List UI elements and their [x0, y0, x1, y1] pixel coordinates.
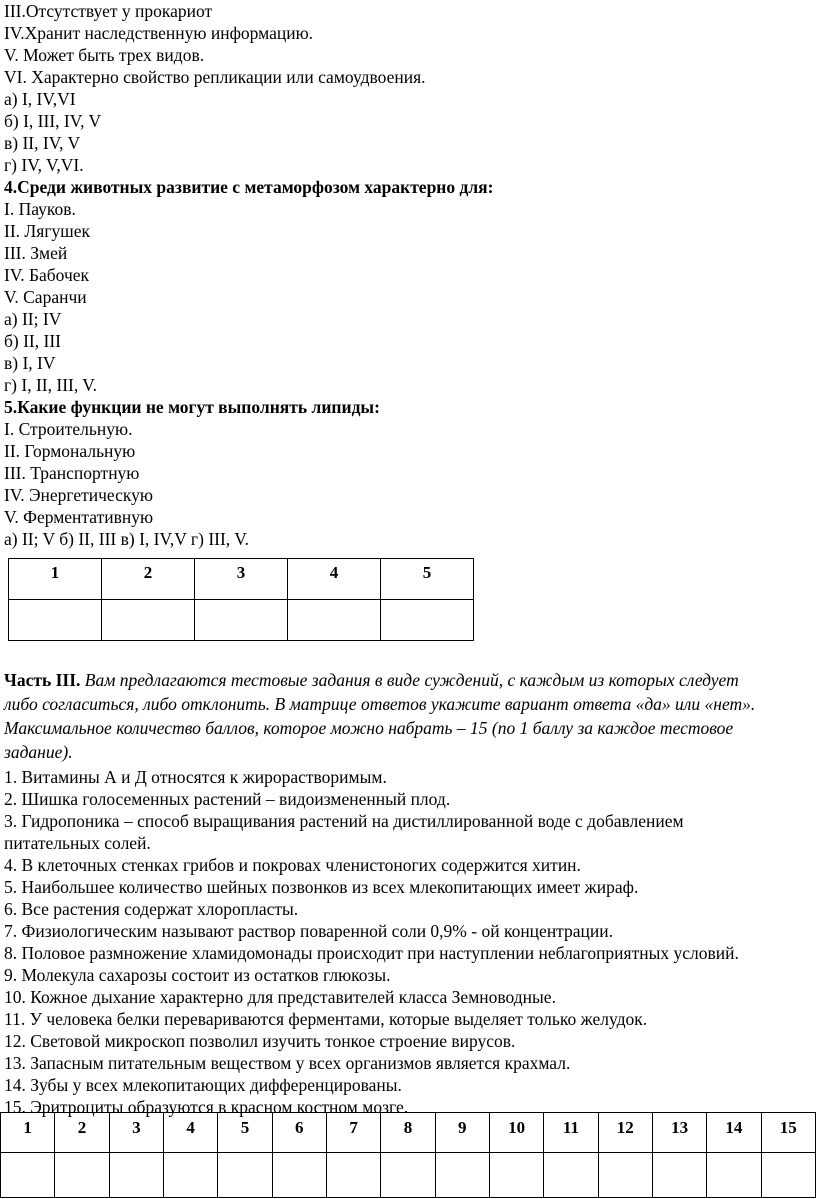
- q3-answer-line: в) II, IV, V: [4, 133, 81, 153]
- answer-cell[interactable]: [381, 1153, 435, 1198]
- q4-answer: в) I, IV: [4, 353, 56, 373]
- part-3-title: Часть III.: [4, 670, 81, 690]
- part-3-instructions: задание).: [4, 742, 73, 762]
- grid-header-cell: 6: [272, 1113, 326, 1153]
- statement: 15. Эритроциты образуются в красном костном мозге.: [4, 1097, 409, 1117]
- grid-header-cell: 13: [652, 1113, 706, 1153]
- answer-cell[interactable]: [218, 1153, 272, 1198]
- q3-option-line: V. Может быть трех видов.: [4, 45, 205, 65]
- q4-answer: а) II; IV: [4, 309, 62, 329]
- q4-option: IV. Бабочек: [4, 265, 90, 285]
- grid-header-cell: 11: [544, 1113, 598, 1153]
- q5-option: V. Ферментативную: [4, 507, 154, 527]
- grid-header-cell: 9: [435, 1113, 489, 1153]
- part-3-instructions: Вам предлагаются тестовые задания в виде суждений, с каждым из которых следует: [80, 670, 739, 690]
- q3-option-line: III.Отсутствует у прокариот: [4, 1, 213, 21]
- q4-option: I. Пауков.: [4, 199, 76, 219]
- part-3-instructions: Максимальное количество баллов, которое можно набрать – 15 (по 1 баллу за каждое тестовое: [4, 718, 734, 738]
- answer-grid-part2: [8, 558, 474, 641]
- q3-answer-line: а) I, IV,VI: [4, 89, 76, 109]
- grid-header-cell: 1: [1, 1113, 55, 1153]
- question-4: [4, 176, 810, 396]
- question-5: [4, 396, 810, 550]
- grid-header-cell: 4: [288, 559, 381, 600]
- part-3-intro-line: [4, 668, 810, 692]
- answer-cell[interactable]: [761, 1153, 815, 1198]
- answer-cell[interactable]: [435, 1153, 489, 1198]
- grid-header-cell: 7: [326, 1113, 380, 1153]
- answer-cell[interactable]: [707, 1153, 761, 1198]
- part-3-instructions: либо согласиться, либо отклонить. В матрице ответов укажите вариант ответа «да» или «нет».: [4, 694, 756, 714]
- statement: 8. Половое размножение хламидомонады происходит при наступлении неблагоприятных условий.: [4, 943, 739, 963]
- grid-header-cell: 5: [218, 1113, 272, 1153]
- statement: 14. Зубы у всех млекопитающих дифференцированы.: [4, 1075, 402, 1095]
- statement: 1. Витамины А и Д относятся к жирорастворимым.: [4, 767, 387, 787]
- answer-cell[interactable]: [55, 1153, 109, 1198]
- answer-cell[interactable]: [381, 600, 474, 641]
- statement: 7. Физиологическим называют раствор поваренной соли 0,9% - ой концентрации.: [4, 921, 614, 941]
- statement: 9. Молекула сахарозы состоит из остатков глюкозы.: [4, 965, 391, 985]
- question-heading: 5.Какие функции не могут выполнять липиды:: [4, 397, 380, 417]
- statement: 6. Все растения содержат хлоропласты.: [4, 899, 299, 919]
- q4-option: II. Лягушек: [4, 221, 90, 241]
- q4-option: V. Саранчи: [4, 287, 87, 307]
- statement: 3. Гидропоника – способ выращивания растений на дистиллированной воде с добавлением: [4, 811, 684, 831]
- answer-cell[interactable]: [102, 600, 195, 641]
- statement: 10. Кожное дыхание характерно для представителей класса Земноводные.: [4, 987, 556, 1007]
- answer-cell[interactable]: [598, 1153, 652, 1198]
- q4-answer: г) I, II, III, V.: [4, 375, 98, 395]
- answer-cell[interactable]: [109, 1153, 163, 1198]
- grid-header-cell: 2: [102, 559, 195, 600]
- grid-header-cell: 3: [195, 559, 288, 600]
- answer-grid-entry-row: [9, 600, 474, 641]
- answer-grid-header-row: [9, 559, 474, 600]
- answer-grid-entry-row: [1, 1153, 816, 1198]
- answer-cell[interactable]: [489, 1153, 543, 1198]
- answer-cell[interactable]: [326, 1153, 380, 1198]
- q4-answer: б) II, III: [4, 331, 61, 351]
- statement: 13. Запасным питательным веществом у всех организмов является крахмал.: [4, 1053, 571, 1073]
- q5-answers: а) II; V б) II, III в) I, IV,V г) III, V.: [4, 529, 249, 549]
- grid-header-cell: 8: [381, 1113, 435, 1153]
- statement: питательных солей.: [4, 833, 151, 853]
- answer-cell[interactable]: [272, 1153, 326, 1198]
- grid-header-cell: 4: [163, 1113, 217, 1153]
- answer-cell[interactable]: [1, 1153, 55, 1198]
- grid-header-cell: 14: [707, 1113, 761, 1153]
- answer-cell[interactable]: [288, 600, 381, 641]
- q3-answer-line: б) I, III, IV, V: [4, 111, 102, 131]
- part-3-statements: [4, 766, 810, 1118]
- q3-answer-line: г) IV, V,VI.: [4, 155, 84, 175]
- grid-header-cell: 5: [381, 559, 474, 600]
- question-3-tail: [4, 0, 810, 176]
- q3-option-line: IV.Хранит наследственную информацию.: [4, 23, 314, 43]
- grid-header-cell: 12: [598, 1113, 652, 1153]
- grid-header-cell: 15: [761, 1113, 815, 1153]
- part-3-intro: [4, 668, 810, 764]
- answer-cell[interactable]: [195, 600, 288, 641]
- q5-option: I. Строительную.: [4, 419, 133, 439]
- statement: 12. Световой микроскоп позволил изучить тонкое строение вирусов.: [4, 1031, 516, 1051]
- question-heading: 4.Среди животных развитие с метаморфозом характерно для:: [4, 177, 494, 197]
- statement: 2. Шишка голосеменных растений – видоизмененный плод.: [4, 789, 451, 809]
- q3-option-line: VI. Характерно свойство репликации или самоудвоения.: [4, 67, 426, 87]
- statement: 4. В клеточных стенках грибов и покровах членистоногих содержится хитин.: [4, 855, 581, 875]
- grid-header-cell: 3: [109, 1113, 163, 1153]
- statement: 5. Наибольшее количество шейных позвонков из всех млекопитающих имеет жираф.: [4, 877, 639, 897]
- answer-grid-header-row: [1, 1113, 816, 1153]
- q5-option: IV. Энергетическую: [4, 485, 153, 505]
- answer-cell[interactable]: [652, 1153, 706, 1198]
- q5-option: III. Транспортную: [4, 463, 140, 483]
- grid-header-cell: 10: [489, 1113, 543, 1153]
- answer-cell[interactable]: [163, 1153, 217, 1198]
- q4-option: III. Змей: [4, 243, 68, 263]
- grid-header-cell: 2: [55, 1113, 109, 1153]
- answer-grid-part3: [0, 1112, 816, 1198]
- grid-header-cell: 1: [9, 559, 102, 600]
- answer-cell[interactable]: [9, 600, 102, 641]
- q5-option: II. Гормональную: [4, 441, 136, 461]
- answer-cell[interactable]: [544, 1153, 598, 1198]
- statement: 11. У человека белки перевариваются ферментами, которые выделяет только желудок.: [4, 1009, 648, 1029]
